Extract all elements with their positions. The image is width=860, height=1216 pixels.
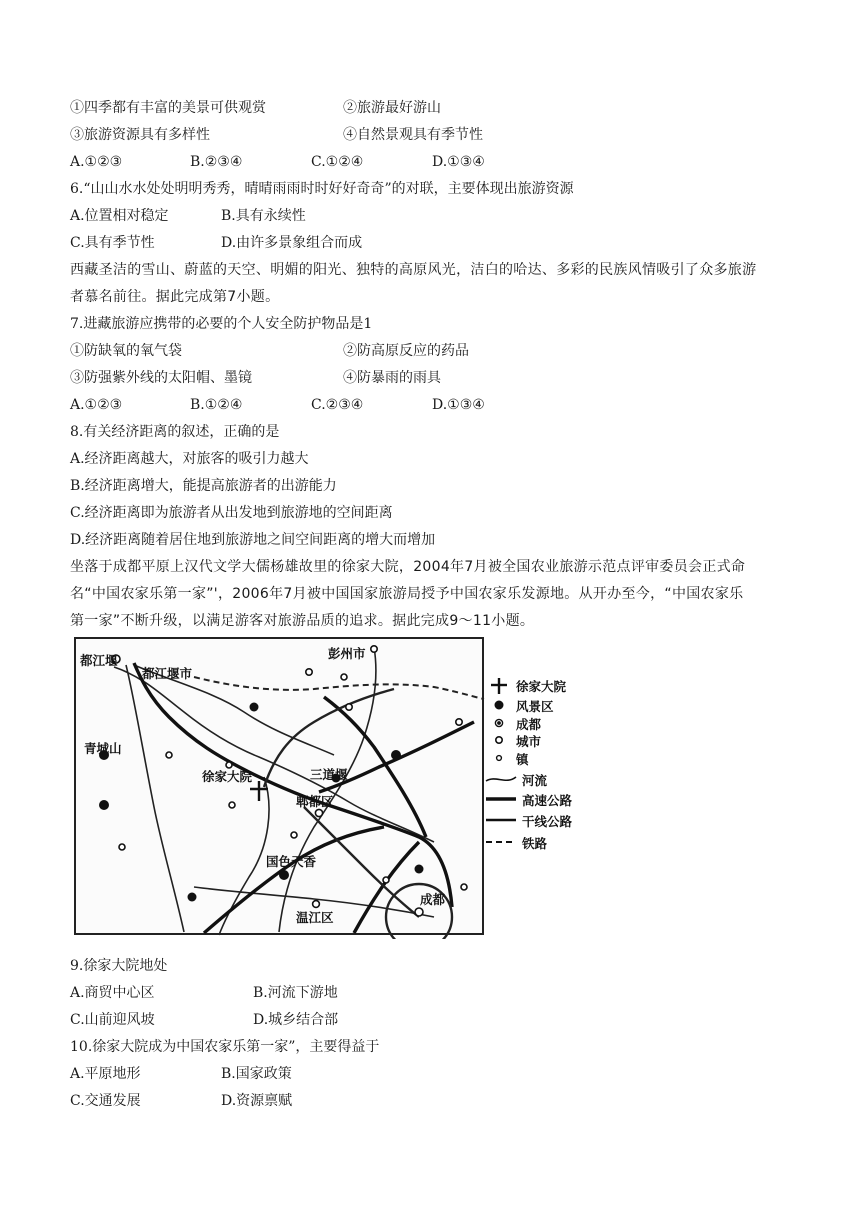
q8-option-a[interactable]: A.经济距离越大，对旅客的吸引力越大 xyxy=(70,451,309,467)
q7-option-a[interactable]: A.①②③ xyxy=(70,397,123,413)
q5-statement-4: ④自然景观具有季节性 xyxy=(343,127,483,143)
q9-option-c[interactable]: C.山前迎风坡 xyxy=(70,1012,155,1028)
legend-river: 河流 xyxy=(522,773,548,788)
q7-option-c[interactable]: C.②③④ xyxy=(311,397,364,413)
q7-option-d[interactable]: D.①③④ xyxy=(432,397,485,413)
q8-option-b[interactable]: B.经济距离增大，能提高旅游者的出游能力 xyxy=(70,478,337,494)
q8-option-d[interactable]: D.经济距离随着居住地到旅游地之间空间距离的增大而增加 xyxy=(70,532,436,548)
map-label-xujiadayuan: 徐家大院 xyxy=(202,769,253,784)
legend-chengdu: 成都 xyxy=(516,717,542,732)
q7-statement-2: ②防高原反应的药品 xyxy=(343,343,469,359)
legend-xujia: 徐家大院 xyxy=(516,679,567,694)
map-label-dujiangyan-city: 都江堰市 xyxy=(142,666,193,681)
q8-option-c[interactable]: C.经济距离即为旅游者从出发地到旅游地的空间距离 xyxy=(70,505,393,521)
q5-option-d[interactable]: D.①③④ xyxy=(432,154,485,170)
q6-stem: 6.“山山水水处处明明秀秀，晴晴雨雨时时好好奇奇”的对联，主要体现出旅游资源 xyxy=(70,181,574,197)
map-label-dujiangyan: 都江堰 xyxy=(80,653,118,668)
q8-stem: 8.有关经济距离的叙述，正确的是 xyxy=(70,424,280,440)
q7-stem: 7.进藏旅游应携带的必要的个人安全防护物品是1 xyxy=(70,316,373,332)
map-label-wenjiang: 温江区 xyxy=(296,910,334,925)
map-figure xyxy=(74,637,614,939)
q6-option-a[interactable]: A.位置相对稳定 xyxy=(70,208,169,224)
q6-option-b[interactable]: B.具有永续性 xyxy=(221,208,306,224)
legend-trunk: 干线公路 xyxy=(522,814,573,829)
legend-railway: 铁路 xyxy=(522,836,548,851)
legend-city: 城市 xyxy=(516,734,542,749)
map-label-guosetianxiang: 国色天香 xyxy=(266,854,317,869)
legend-expressway: 高速公路 xyxy=(522,793,573,808)
q6-option-d[interactable]: D.由许多景象组合而成 xyxy=(221,235,363,251)
q10-option-d[interactable]: D.资源禀赋 xyxy=(221,1093,293,1109)
railway-line xyxy=(194,677,484,699)
q10-option-b[interactable]: B.国家政策 xyxy=(221,1066,292,1082)
scenic-dots xyxy=(99,703,424,902)
passage-xujia-line-3: 第一家”不断升级，以满足游客对旅游品质的追求。据此完成9～11小题。 xyxy=(70,613,535,629)
map-label-pengzhou: 彭州市 xyxy=(328,646,366,661)
map-label-sandaoyan: 三道堰 xyxy=(310,767,348,782)
q9-stem: 9.徐家大院地处 xyxy=(70,958,168,974)
map-label-chengdu: 成都 xyxy=(420,892,446,907)
q6-option-c[interactable]: C.具有季节性 xyxy=(70,235,155,251)
passage-tibet-line-2: 者慕名前往。据此完成第7小题。 xyxy=(70,289,280,305)
q10-option-a[interactable]: A.平原地形 xyxy=(70,1066,141,1082)
passage-xujia-line-1: 坐落于成都平原上汉代文学大儒杨雄故里的徐家大院，2004年7月被全国农业旅游示范点评审委员会正式命 xyxy=(70,559,746,575)
passage-tibet-line-1: 西藏圣洁的雪山、蔚蓝的天空、明媚的阳光、独特的高原风光，洁白的哈达、多彩的民族风情吸引了众多旅游 xyxy=(70,262,757,278)
q9-option-a[interactable]: A.商贸中心区 xyxy=(70,985,155,1001)
map-label-pixian: 郫都区 xyxy=(296,794,334,809)
legend-symbols xyxy=(486,678,516,842)
q10-option-c[interactable]: C.交通发展 xyxy=(70,1093,141,1109)
q5-option-c[interactable]: C.①②④ xyxy=(311,154,364,170)
passage-xujia-line-2: 名“中国农家乐第一家”'，2006年7月被中国国家旅游局授予中国农家乐发源地。从开办至今，“中国农家乐 xyxy=(70,586,744,602)
legend-scenic: 风景区 xyxy=(516,699,554,714)
q10-stem: 10.徐家大院成为中国农家乐第一家”，主要得益于 xyxy=(70,1039,380,1055)
q9-option-b[interactable]: B.河流下游地 xyxy=(253,985,338,1001)
map-label-qingchengshan: 青城山 xyxy=(84,741,122,756)
q7-statement-3: ③防强紫外线的太阳帽、墨镜 xyxy=(70,370,252,386)
legend-town: 镇 xyxy=(516,752,529,767)
q5-statement-1: ①四季都有丰富的美景可供观赏 xyxy=(70,100,266,116)
q5-statement-3: ③旅游资源具有多样性 xyxy=(70,127,210,143)
q7-statement-4: ④防暴雨的雨具 xyxy=(343,370,441,386)
q5-option-a[interactable]: A.①②③ xyxy=(70,154,123,170)
q7-option-b[interactable]: B.①②④ xyxy=(190,397,243,413)
q9-option-d[interactable]: D.城乡结合部 xyxy=(253,1012,339,1028)
town-rings xyxy=(112,646,467,916)
q7-statement-1: ①防缺氧的氧气袋 xyxy=(70,343,182,359)
q5-option-b[interactable]: B.②③④ xyxy=(190,154,243,170)
q5-statement-2: ②旅游最好游山 xyxy=(343,100,441,116)
